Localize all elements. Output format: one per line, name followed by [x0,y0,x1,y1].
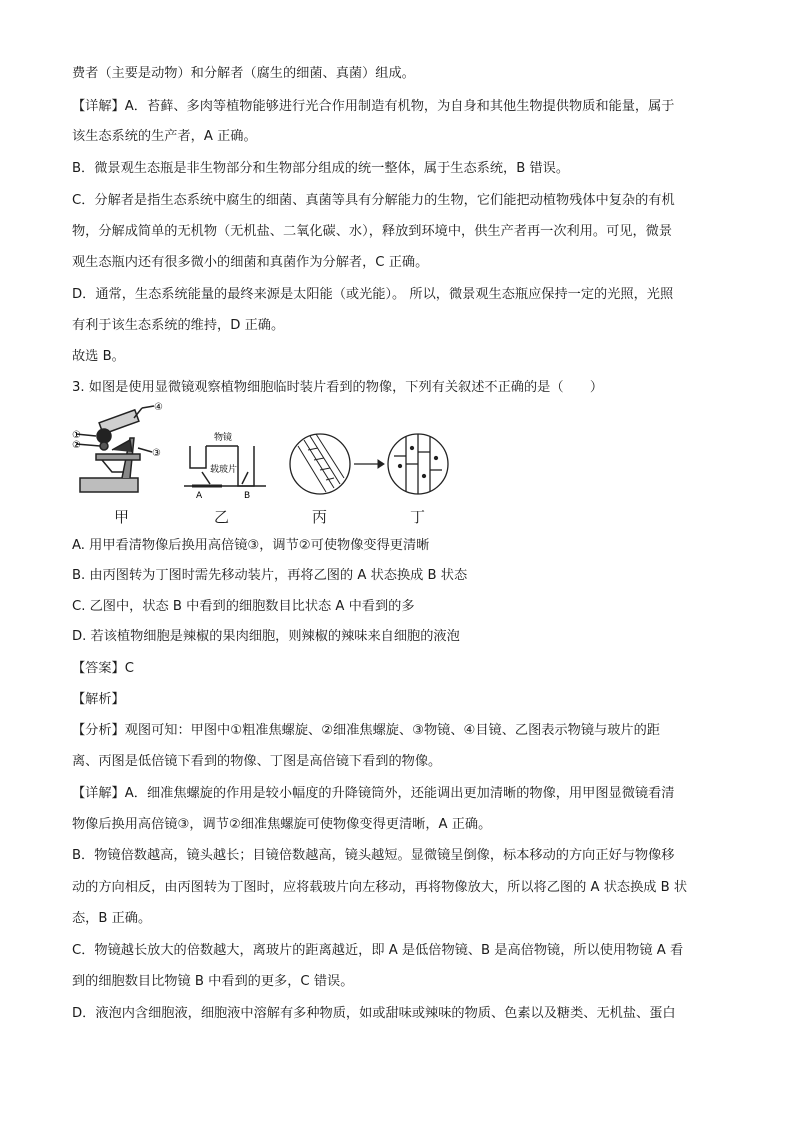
option-b: B. 由丙图转为丁图时需先移动装片，再将乙图的 A 状态换成 B 状态 [72,568,468,583]
text-line: 故选 B。 [72,349,125,364]
text-line: B．物镜倍数越高，镜头越长；目镜倍数越高，镜头越短。显微镜呈倒像，标本移动的方向正好与物像移 [72,848,675,863]
caption-bing: 丙 [312,508,328,526]
text-line: 费者（主要是动物）和分解者（腐生的细菌、真菌）组成。 [72,66,415,81]
label-1: ① [72,430,81,441]
text-line: 到的细胞数目比物镜 B 中看到的更多，C 错误。 [72,974,354,989]
option-c: C. 乙图中，状态 B 中看到的细胞数目比状态 A 中看到的多 [72,599,415,614]
label-2: ② [72,440,81,451]
caption-yi: 乙 [214,508,230,526]
text-line: D．通常，生态系统能量的最终来源是太阳能（或光能）。 所以，微景观生态瓶应保持一定的光照，光照 [72,287,674,302]
arrow-icon [354,460,384,468]
text-line: C．分解者是指生态系统中腐生的细菌、真菌等具有分解能力的生物，它们能把动植物残体中复杂的有机 [72,193,675,208]
text-line: 【详解】A．苔藓、多肉等植物能够进行光合作用制造有机物，为自身和其他生物提供物质和能量，属于 [72,99,675,114]
microscope-icon [76,406,154,492]
answer-line: 【答案】C [72,661,134,676]
high-power-view [388,434,448,494]
text-line: 物像后换用高倍镜③，调节②细准焦螺旋可使物像变得更清晰，A 正确。 [72,817,492,832]
label-a: A [196,491,203,501]
text-line: D．液泡内含细胞液，细胞液中溶解有多种物质，如或甜味或辣味的物质、色素以及糖类、无机盐、蛋白 [72,1006,676,1021]
label-b: B [244,491,251,501]
text-line: 物，分解成简单的无机物（无机盐、二氧化碳、水），释放到环境中，供生产者再一次利用。可见，微景 [72,224,673,239]
text-line: 态，B 正确。 [72,911,152,926]
figure-drawing [72,400,452,510]
text-line: 动的方向相反，由丙图转为丁图时，应将载玻片向左移动，再将物像放大，所以将乙图的 A 状态换成 B 状 [72,880,688,895]
text-line: 有利于该生态系统的维持，D 正确。 [72,318,285,333]
label-4: ④ [154,402,163,413]
question-stem: 3. 如图是使用显微镜观察植物细胞临时装片看到的物像，下列有关叙述不正确的是（ ） [72,380,604,395]
low-power-view [290,434,350,494]
option-d: D. 若该植物细胞是辣椒的果肉细胞，则辣椒的辣味来自细胞的液泡 [72,629,460,644]
analysis-heading: 【解析】 [72,692,125,707]
label-slide: 载玻片 [210,465,238,475]
microscope-figure [72,400,452,530]
option-a: A. 用甲看清物像后换用高倍镜③，调节②可使物像变得更清晰 [72,538,430,553]
caption-jia: 甲 [114,508,130,526]
text-line: C．物镜越长放大的倍数越大，离玻片的距离越近，即 A 是低倍物镜、B 是高倍物镜，所以使用物镜 A 看 [72,943,684,958]
text-line: 离、丙图是低倍镜下看到的物像、丁图是高倍镜下看到的物像。 [72,754,442,769]
text-line: 【分析】观图可知：甲图中①粗准焦螺旋、②细准焦螺旋、③物镜、④目镜、乙图表示物镜与玻片的距 [72,723,660,738]
label-3: ③ [152,448,161,459]
label-objective: 物镜 [214,433,233,443]
text-line: 观生态瓶内还有很多微小的细菌和真菌作为分解者，C 正确。 [72,255,429,270]
text-line: 【详解】A．细准焦螺旋的作用是较小幅度的升降镜筒外，还能调出更加清晰的物像，用甲图显微镜看清 [72,786,675,801]
text-line: 该生态系统的生产者，A 正确。 [72,129,257,144]
caption-ding: 丁 [410,508,426,526]
text-line: B．微景观生态瓶是非生物部分和生物部分组成的统一整体，属于生态系统，B 错误。 [72,161,570,176]
